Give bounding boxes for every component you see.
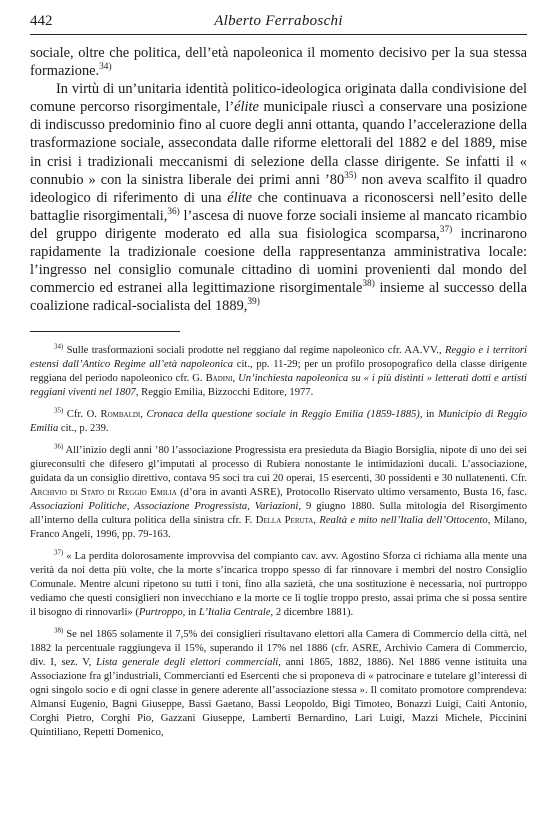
running-title-author: Alberto Ferraboschi: [214, 13, 343, 29]
text-run: , 9 giugno 1880. Sulla mitologia del Risorgimento all’interno della cultura politica della sinistra cfr. F.: [30, 501, 528, 527]
text-run: Cfr. O.: [63, 409, 101, 421]
text-run: ,: [232, 373, 239, 385]
italic-text: L’Italia Centrale: [198, 607, 271, 619]
text-run: , Reggio Emilia, Bizzocchi Editore, 1977.: [135, 387, 314, 399]
author-name: Della Peruta: [255, 515, 314, 527]
text-run: « La perdita dolorosamente improvvisa del compianto cav. avv. Agostino Sforza ci richiama alla mente una verità da noi detta più volte, che la morte s’incarica troppo spesso di far rinnovare i membri del nostro Consiglio Comunale. Mentre alcuni ripetono su tutti i toni, fino alla sazietà, che una sostituzione è necessaria, noi purtroppo vediamo che questi consiglieri non invecchiano e la morte ce li toglie troppo presto, assai prima che si possa sentire il bisogno di rinnovarli» (: [30, 551, 527, 619]
footnote: [30, 550, 527, 620]
text-run: Sulle trasformazioni sociali prodotte nel reggiano dal regime napoleonico cfr. AA.VV.,: [63, 345, 445, 357]
italic-text: Municipio di Reggio Emilia: [30, 409, 528, 435]
footnote: [30, 444, 527, 542]
italic-text: élite: [234, 99, 259, 116]
note-reference: 35): [344, 170, 357, 181]
italic-text: élite: [227, 189, 253, 206]
italic-text: Associazioni Politiche, Associazione Progressista, Variazioni: [30, 501, 299, 513]
text-run: che continuava a riconoscersi nell’esito delle battaglie risorgimentali,: [30, 189, 527, 224]
italic-text: Realtà e mito nell’Italia dell’Ottocento: [319, 515, 488, 527]
note-reference: 39): [247, 297, 260, 308]
author-name: Archivio di Stato di Reggio Emilia: [30, 487, 177, 499]
footnote: [30, 408, 527, 436]
text-run: non aveva scalfito il quadro ideologico di riferimento di una: [30, 171, 527, 206]
text-run: All’inizio degli anni ’80 l’associazione Progressista era presieduta da Biagio Borsiglia, nipote di uno dei sei giureconsulti che difesero gl’imputati al processo di Rubiera nonostante le intimidazioni ducali. L’associazione, guidata da un consiglio direttivo, contava 95 soci tra cui 20 operai, 15 esercenti, 30 possidenti e 30 nullatenenti. Cfr.: [30, 445, 527, 485]
text-run: ,: [313, 515, 320, 527]
text-run: sociale, oltre che politica, dell’età napoleonica il momento decisivo per la sua stessa formazione.: [30, 45, 527, 80]
italic-text: Lista generale degli elettori commerciali: [96, 657, 279, 669]
note-reference: 36): [54, 443, 64, 451]
text-run: cit., p. 239.: [58, 423, 109, 435]
italic-text: Reggio e i territori estensi dall’Antico Regime all’età napoleonica: [30, 345, 527, 371]
italic-text: Un’inchiesta napoleonica su « i più distinti » letterati dotti e artisti reggiani viventi nel 1807: [30, 373, 527, 399]
footnote-separator: [30, 331, 180, 332]
italic-text: Purtroppo: [138, 607, 183, 619]
note-reference: 35): [54, 407, 64, 415]
footnote: [30, 344, 527, 400]
page-number: 442: [30, 13, 53, 29]
note-reference: 38): [54, 627, 64, 635]
book-page: [30, 10, 527, 740]
text-run: In virtù di un’unitaria identità politico-ideologica originata dalla condivisione del comune percorso risorgimentale, l’: [30, 81, 527, 116]
body-text: [30, 44, 527, 315]
footnote: [30, 628, 527, 740]
text-run: , 2 dicembre 1881).: [270, 607, 354, 619]
text-run: (d’ora in avanti ASRE), Protocollo Riservato ultimo versamento, Busta 16, fasc.: [176, 487, 528, 499]
italic-text: Cronaca della questione sociale in Reggio Emilia (1859-1885): [146, 409, 420, 421]
paragraph: [30, 80, 527, 315]
text-run: insieme al successo della coalizione radical-socialista del 1889,: [30, 280, 527, 315]
note-reference: 36): [167, 207, 180, 218]
author-name: Badini: [205, 373, 233, 385]
note-reference: 38): [362, 279, 375, 290]
note-reference: 34): [54, 343, 64, 351]
text-run: , in: [182, 607, 199, 619]
note-reference: 34): [99, 62, 112, 73]
text-run: ,: [140, 409, 147, 421]
footnotes: [30, 344, 527, 740]
note-reference: 37): [439, 225, 453, 236]
text-run: , Milano, Franco Angeli, 1996, pp. 79-163.: [30, 515, 527, 541]
text-run: incrinarono rapidamente la tradizionale coesione della rappresentanza amministrativa locale: l’ingresso nel consiglio comunale cittadino di uomini provenienti dal mondo del commercio ed estranei alla legittimazione risorgimentale: [30, 225, 527, 297]
note-reference: 37): [54, 549, 64, 557]
running-head: [30, 10, 527, 35]
text-run: Se nel 1865 solamente il 7,5% dei consiglieri risultavano elettori alla Camera di Commercio della città, nel 1882 la percentuale raggiungeva il 15%, superando il 17% nel 1886 (cfr. ASRE, Archivio Camera di Commercio, div. I, sez. V,: [30, 629, 527, 669]
text-run: , in: [419, 409, 438, 421]
text-run: municipale riuscì a conservare una posizione di indiscusso predominio fino al cuore degli anni ottanta, quando l’accelerazione della trasformazione sociale, assecondata dalle riforme elettorali del 1882 e del 1889, mise in crisi i tradizionali meccanismi di selezione della classe dirigente. Se infatti il « connubio » con la sinistra liberale dei primi anni ’80: [30, 99, 527, 188]
text-run: l’ascesa di nuove forze sociali insieme al mancato ricambio del gruppo dirigente moderato ed alla sua fisiologica scomparsa,: [30, 207, 528, 242]
text-run: cit., pp. 11-29; per un profilo prosopografico della classe dirigente reggiana del periodo napoleonico cfr. G.: [30, 359, 527, 385]
author-name: Rombaldi: [100, 409, 141, 421]
paragraph: [30, 44, 527, 80]
text-run: , anni 1865, 1882, 1886). Nel 1886 venne istituita una Associazione fra gl’industriali, Commercianti ed Esercenti che si proponeva di « patrocinare e tutelare gl’interessi di ogni singolo socio e di ogni classe in genere aderente all’associazione stessa ». Il comitato promotore comprendeva: Almansi Eugenio, Bagni Giuseppe, Bassi Gaetano, Bassi Leopoldo, Bigi Timoteo, Bonazzi Luigi, Caiti Antonio, Corghi Pietro, Corghi Pio, Gazzani Giuseppe, Lamberti Bernardino, Lari Luigi, Mazzi Michele, Piccinini Quintiliano, Repetti Domenico,: [30, 657, 527, 739]
